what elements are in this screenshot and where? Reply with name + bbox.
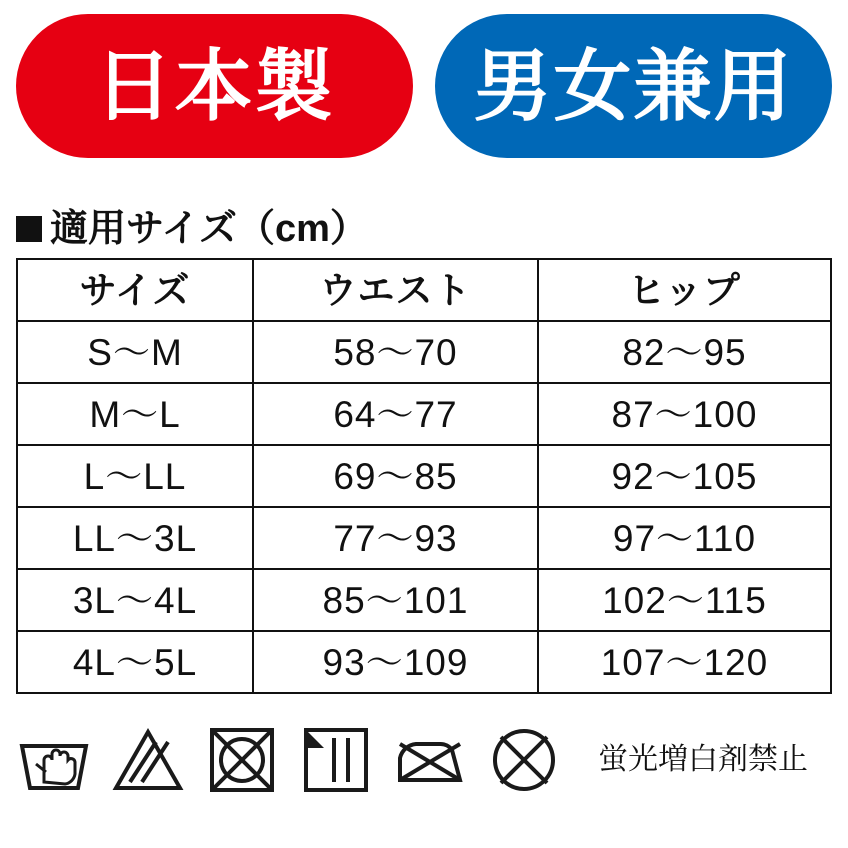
table-row [17,569,831,631]
table-header-cell: ヒップ [538,259,831,321]
table-row [17,507,831,569]
table-cell-size: 3L〜4L [17,569,253,631]
drip-dry-in-shade-icon [300,724,372,796]
badge-made-in-japan-label: 日本製 [94,42,335,130]
size-section-heading-label: 適用サイズ（cm） [50,208,368,250]
square-bullet-icon [16,216,42,242]
table-cell-size: S〜M [17,321,253,383]
hand-wash-icon [18,724,90,796]
badge-unisex [435,14,832,158]
care-note-label: 蛍光増白剤禁止 [598,743,808,776]
table-row [17,631,831,693]
no-chlorine-bleach-icon [112,724,184,796]
table-cell-waist: 64〜77 [253,383,538,445]
table-cell-hip: 102〜115 [538,569,831,631]
badge-made-in-japan [16,14,413,158]
badge-row [0,0,848,158]
table-header-cell: サイズ [17,259,253,321]
badge-unisex-label: 男女兼用 [473,42,794,130]
no-dry-clean-icon [488,724,560,796]
table-cell-waist: 58〜70 [253,321,538,383]
size-table [16,258,832,694]
table-cell-size: M〜L [17,383,253,445]
table-header-cell: ウエスト [253,259,538,321]
table-cell-size: 4L〜5L [17,631,253,693]
table-cell-hip: 82〜95 [538,321,831,383]
table-row [17,383,831,445]
table-cell-waist: 69〜85 [253,445,538,507]
table-cell-waist: 85〜101 [253,569,538,631]
table-cell-waist: 93〜109 [253,631,538,693]
table-cell-size: L〜LL [17,445,253,507]
table-cell-hip: 97〜110 [538,507,831,569]
size-section-heading [16,210,848,248]
table-cell-size: LL〜3L [17,507,253,569]
table-header-row [17,259,831,321]
table-cell-waist: 77〜93 [253,507,538,569]
care-symbol-row [18,720,848,800]
table-row [17,321,831,383]
table-cell-hip: 92〜105 [538,445,831,507]
no-tumble-dry-icon [206,724,278,796]
no-iron-icon [394,724,466,796]
table-cell-hip: 87〜100 [538,383,831,445]
table-row [17,445,831,507]
table-cell-hip: 107〜120 [538,631,831,693]
